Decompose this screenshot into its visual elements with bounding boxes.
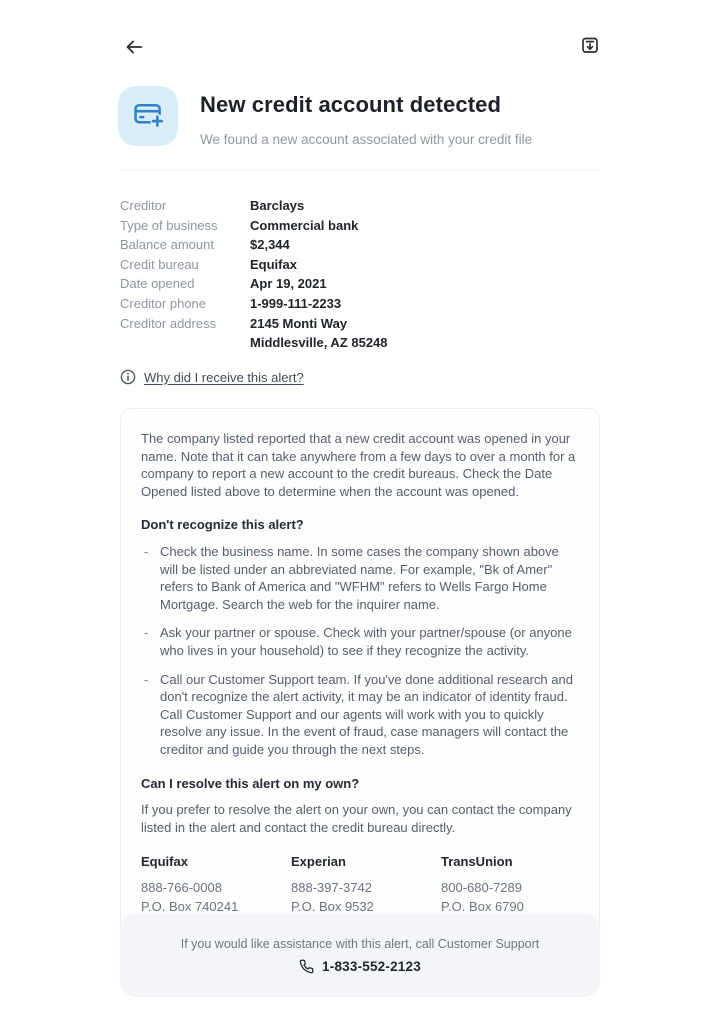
- detail-label: Credit bureau: [120, 256, 199, 272]
- detail-value: Apr 19, 2021: [250, 276, 327, 292]
- page-title: New credit account detected: [200, 92, 501, 117]
- detail-label: Type of business: [120, 217, 218, 233]
- info-icon: [120, 369, 136, 385]
- detail-row-type-of-business: [120, 216, 600, 236]
- bureau-name: Equifax: [141, 854, 188, 870]
- bullet-call-support: - Call our Customer Support team. If you've done additional research and don't recognize the alert activity, it may be an indicator of identity fraud. Call Customer Support and our agents will work with you to quickly resolve any issue. In the event of fraud, case managers will contact the creditor and guide you through the next steps.: [141, 671, 579, 759]
- detail-row-creditor: [120, 196, 600, 216]
- alert-type-icon-badge: [118, 86, 178, 146]
- why-alert-link-label[interactable]: Why did I receive this alert?: [144, 369, 304, 385]
- detail-label: Creditor: [120, 198, 167, 213]
- back-arrow-icon: [123, 36, 145, 61]
- bureau-name: Experian: [291, 854, 346, 870]
- bureau-po-box: P.O. Box 740241: [141, 899, 239, 915]
- explanation-intro: The company listed reported that a new credit account was opened in your name. Note that it can take anywhere from a few days to over a month for a company to report a new account to the credit bureaus. Check the Date Opened listed above to determine when the account was opened.: [141, 431, 576, 499]
- dont-recognize-heading: Don't recognize this alert?: [141, 517, 304, 533]
- detail-value: 1-999-111-2233: [250, 295, 342, 311]
- detail-label: Creditor address: [120, 315, 217, 331]
- address-line-2: Middlesville, AZ 85248: [250, 335, 388, 351]
- detail-label: Creditor phone: [120, 295, 206, 311]
- support-phone-link[interactable]: [299, 959, 421, 974]
- resolve-own-body: If you prefer to resolve the alert on your own, you can contact the company listed in the alert and contact the credit bureau directly.: [141, 802, 572, 835]
- phone-icon: [299, 959, 314, 974]
- download-report-button[interactable]: [576, 32, 604, 60]
- bureau-phone: 888-766-0008: [141, 879, 222, 895]
- detail-value: $2,344: [250, 237, 290, 253]
- download-icon: [580, 35, 600, 58]
- bullet-ask-partner: - Ask your partner or spouse. Check with your partner/spouse (or anyone who lives in your household) to see if they recognize the activity.: [141, 624, 579, 659]
- alert-details-list: [120, 196, 600, 353]
- support-phone-number[interactable]: 1-833-552-2123: [322, 959, 421, 974]
- header-divider: [120, 170, 600, 171]
- detail-value: Equifax: [250, 256, 297, 272]
- page-subtitle: We found a new account associated with your credit file: [200, 132, 533, 147]
- credit-card-plus-icon: [131, 97, 165, 136]
- detail-row-balance-amount: [120, 235, 600, 255]
- dont-recognize-bullets: [141, 543, 579, 759]
- bureau-po-box: P.O. Box 9532: [291, 899, 374, 915]
- bureau-phone: 800-680-7289: [441, 879, 522, 895]
- detail-label: Date opened: [120, 276, 195, 292]
- bullet-check-business-name: - Check the business name. In some cases the company shown above will be listed under an abbreviated name. For example, "Bk of Amer" refers to Bank of America and "WFHM" refers to Wells Fargo Home Mortgage. Search the web for the inquirer name.: [141, 543, 579, 613]
- detail-row-creditor-phone: [120, 294, 600, 314]
- detail-row-credit-bureau: [120, 255, 600, 275]
- footer-assistance-text: If you would like assistance with this alert, call Customer Support: [180, 937, 540, 951]
- bureau-name: TransUnion: [441, 854, 513, 870]
- bureau-po-box: P.O. Box 6790: [441, 899, 524, 915]
- detail-value: Commercial bank: [250, 217, 359, 233]
- bureau-phone: 888-397-3742: [291, 879, 372, 895]
- alert-explanation-card: [120, 408, 600, 955]
- detail-row-date-opened: [120, 274, 600, 294]
- detail-label: Balance amount: [120, 237, 214, 253]
- detail-value: Barclays: [250, 198, 305, 213]
- why-alert-link[interactable]: [120, 369, 304, 385]
- resolve-own-heading: Can I resolve this alert on my own?: [141, 775, 360, 791]
- detail-value: [250, 314, 388, 353]
- detail-row-creditor-address: [120, 314, 600, 353]
- customer-support-footer: [120, 914, 600, 997]
- address-line-1: 2145 Monti Way: [250, 315, 348, 331]
- back-button[interactable]: [120, 34, 148, 62]
